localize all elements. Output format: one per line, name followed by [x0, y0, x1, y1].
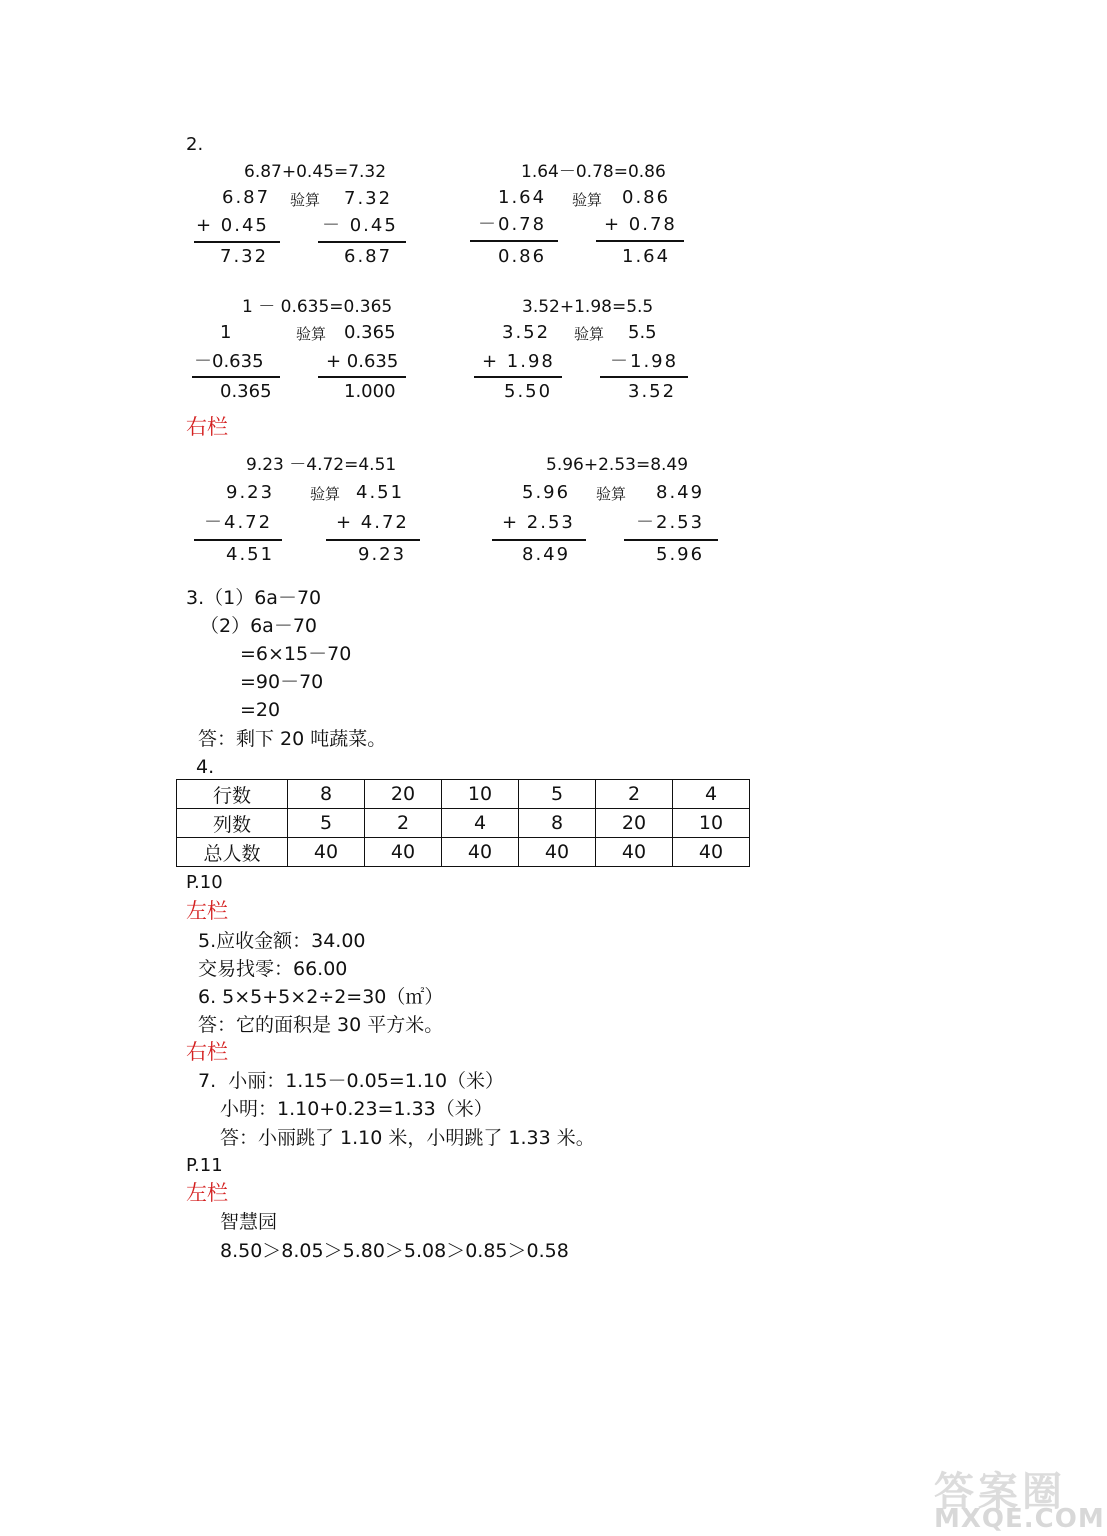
check-label: 验算 [572, 191, 603, 209]
table-row [177, 838, 750, 867]
q6-answer: 答：它的面积是 30 平方米。 [198, 1014, 444, 1036]
section-title: 智慧园 [220, 1211, 278, 1233]
equation: 9.23 －4.72=4.51 [246, 455, 397, 475]
row-header: 列数 [177, 809, 288, 838]
q3-line-2: （2）6a－70 [200, 615, 317, 637]
check-line [318, 376, 406, 378]
sum-line [474, 376, 562, 378]
table-cell: 2 [365, 809, 442, 838]
check-result: 9.23 [358, 544, 407, 565]
check-result: 5.96 [656, 544, 705, 565]
operand-top: 1.64 [498, 187, 547, 208]
equation: 1 － 0.635=0.365 [242, 297, 393, 317]
operand-top: 9.23 [226, 482, 275, 503]
operand-bottom: + 0.45 [196, 215, 269, 236]
table-cell: 40 [596, 838, 673, 867]
sum-line [194, 539, 282, 541]
table-cell: 5 [288, 809, 365, 838]
page-number-p11: P.11 [186, 1155, 223, 1176]
table-row [177, 780, 750, 809]
operand-bottom: + 1.98 [482, 351, 555, 372]
equation: 1.64－0.78=0.86 [521, 162, 666, 182]
result: 0.365 [220, 381, 272, 402]
operand-bottom: + 2.53 [502, 512, 575, 533]
operand-bottom: －0.78 [478, 214, 547, 235]
check-bottom: －1.98 [610, 351, 679, 372]
operand-top: 6.87 [222, 187, 271, 208]
q3-answer: 答：剩下 20 吨蔬菜。 [198, 728, 387, 750]
check-result: 6.87 [344, 246, 393, 267]
equation: 5.96+2.53=8.49 [546, 455, 689, 475]
table-cell: 4 [442, 809, 519, 838]
watermark-logo: 答案圈 [934, 1469, 1066, 1515]
check-line [596, 240, 684, 242]
watermark-url: MXQE.COM [934, 1504, 1105, 1534]
result: 0.86 [498, 246, 547, 267]
q7-line-2: 小明：1.10+0.23=1.33（米） [220, 1098, 493, 1120]
check-label: 验算 [296, 325, 327, 343]
operand-top: 3.52 [502, 322, 551, 343]
check-top: 7.32 [344, 188, 393, 209]
check-bottom: + 4.72 [336, 512, 409, 533]
table-cell: 40 [519, 838, 596, 867]
q3-line-3: =6×15－70 [240, 643, 352, 665]
check-line [326, 539, 420, 541]
check-top: 4.51 [356, 482, 405, 503]
equation: 6.87+0.45=7.32 [244, 162, 387, 182]
rows-columns-table [176, 779, 750, 867]
check-result: 1.64 [622, 246, 671, 267]
check-label: 验算 [574, 325, 605, 343]
check-bottom: + 0.635 [326, 351, 399, 372]
check-top: 0.365 [344, 322, 396, 343]
q4-label: 4. [196, 756, 215, 778]
check-line [600, 376, 688, 378]
operand-bottom: －4.72 [204, 512, 273, 533]
check-bottom: + 0.78 [604, 214, 677, 235]
result: 4.51 [226, 544, 275, 565]
operand-top: 5.96 [522, 482, 571, 503]
check-label: 验算 [290, 191, 321, 209]
check-result: 1.000 [344, 381, 396, 402]
table-cell: 20 [365, 780, 442, 809]
table-cell: 2 [596, 780, 673, 809]
table-cell: 8 [519, 809, 596, 838]
sum-line [492, 539, 586, 541]
check-line [318, 241, 406, 243]
left-column-label: 左栏 [186, 899, 228, 923]
table-row [177, 809, 750, 838]
q2-label: 2. [186, 134, 204, 155]
result: 7.32 [220, 246, 269, 267]
table-cell: 40 [365, 838, 442, 867]
q3-line-1: 3.（1）6a－70 [186, 587, 322, 609]
check-bottom: －2.53 [636, 512, 705, 533]
q5-line-1: 5.应收金额：34.00 [198, 930, 366, 952]
q5-line-2: 交易找零：66.00 [198, 958, 348, 980]
sum-line [470, 240, 558, 242]
check-label: 验算 [596, 485, 627, 503]
row-header: 行数 [177, 780, 288, 809]
right-column-label: 右栏 [186, 1040, 228, 1064]
table-cell: 40 [673, 838, 750, 867]
result: 5.50 [504, 381, 553, 402]
sum-line [194, 241, 280, 243]
table-cell: 8 [288, 780, 365, 809]
q3-line-4: =90－70 [240, 671, 324, 693]
table-cell: 40 [442, 838, 519, 867]
table-cell: 10 [673, 809, 750, 838]
result: 8.49 [522, 544, 571, 565]
operand-top: 1 [220, 322, 232, 343]
table-cell: 5 [519, 780, 596, 809]
table-cell: 20 [596, 809, 673, 838]
table-cell: 4 [673, 780, 750, 809]
sum-line [192, 376, 280, 378]
page-number-p10: P.10 [186, 872, 223, 893]
check-top: 0.86 [622, 187, 671, 208]
check-bottom: － 0.45 [322, 215, 398, 236]
check-top: 8.49 [656, 482, 705, 503]
table-cell: 10 [442, 780, 519, 809]
q7-answer: 答：小丽跳了 1.10 米，小明跳了 1.33 米。 [220, 1127, 595, 1149]
row-header: 总人数 [177, 838, 288, 867]
q6-line-1: 6. 5×5+5×2÷2=30（㎡） [198, 986, 444, 1008]
equation: 3.52+1.98=5.5 [522, 297, 654, 317]
left-column-label: 左栏 [186, 1181, 228, 1205]
check-label: 验算 [310, 485, 341, 503]
q7-line-1: 7. 小丽：1.15－0.05=1.10（米） [198, 1070, 505, 1092]
check-top: 5.5 [628, 322, 657, 343]
right-column-label: 右栏 [186, 415, 228, 439]
q3-line-5: =20 [240, 699, 281, 721]
check-result: 3.52 [628, 381, 677, 402]
ordering-answer: 8.50＞8.05＞5.80＞5.08＞0.85＞0.58 [220, 1240, 569, 1262]
operand-bottom: －0.635 [194, 351, 264, 372]
table-cell: 40 [288, 838, 365, 867]
check-line [624, 539, 718, 541]
